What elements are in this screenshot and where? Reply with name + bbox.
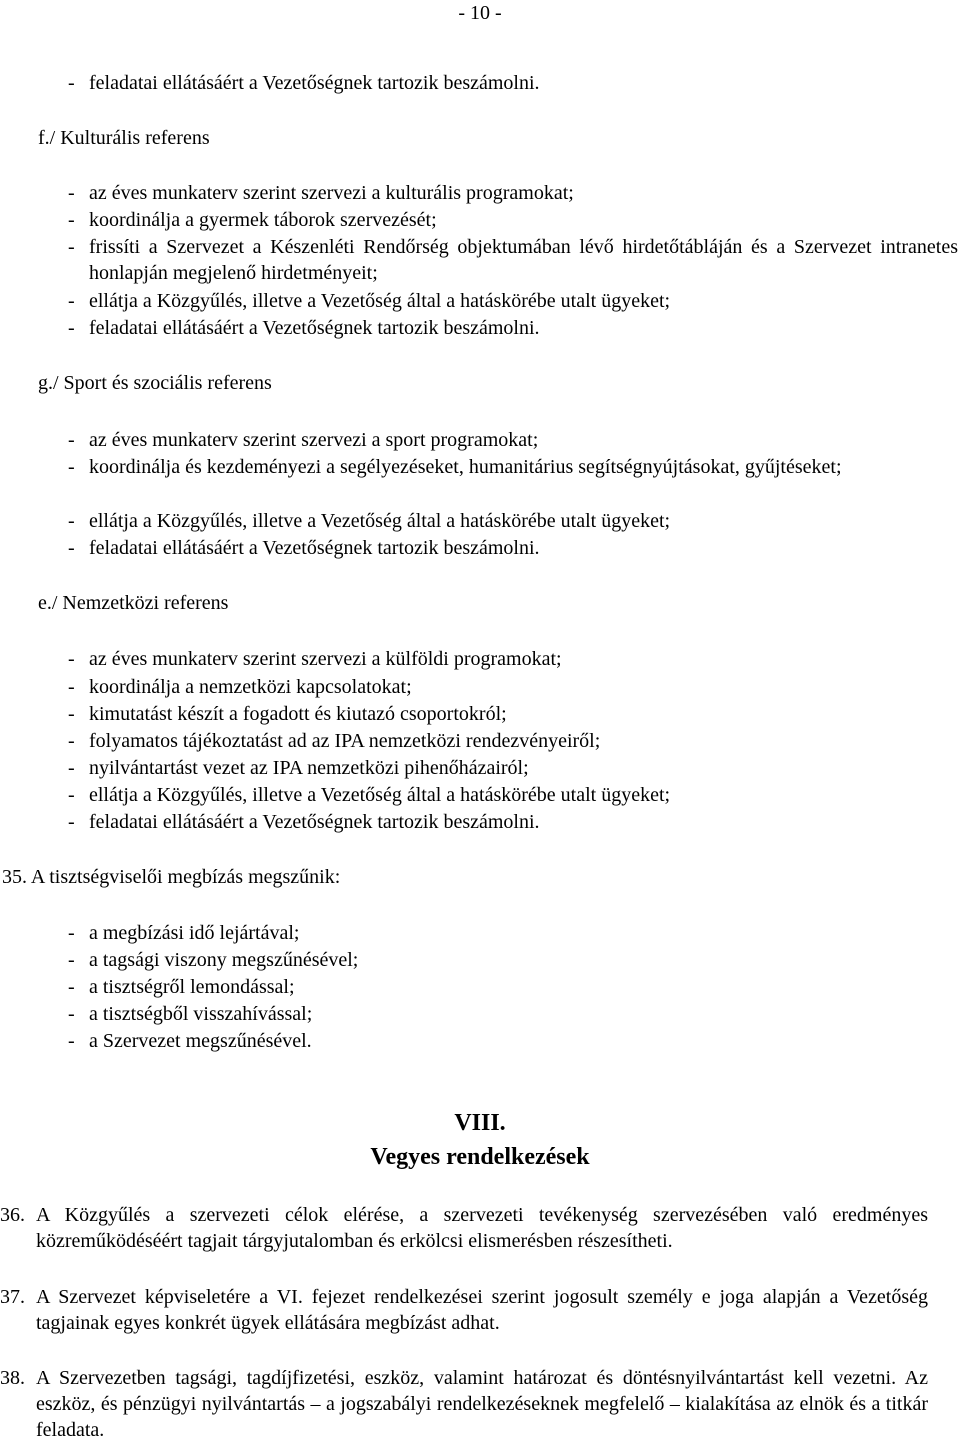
- list-item-text: a tagsági viszony megszűnésével;: [89, 949, 359, 971]
- list-item: [68, 782, 958, 808]
- list-item-text: a tisztségről lemondással;: [89, 976, 295, 998]
- list-item-text: ellátja a Közgyűlés, illetve a Vezetőség által a hatáskörébe utalt ügyeket;: [89, 510, 671, 532]
- list-item: [68, 674, 958, 700]
- list-item-text: a megbízási idő lejártával;: [89, 922, 300, 944]
- list-dash: -: [68, 1030, 75, 1052]
- list-dash: -: [68, 429, 75, 451]
- chapter-number: VIII.: [454, 1110, 506, 1136]
- list-item-text: frissíti a Szervezet a Készenléti Rendőrség objektumában lévő hirdetőtábláján és a Szervezet intranetes honlapján megjelenő hirdetményeit;: [89, 236, 958, 284]
- list-item-text: feladatai ellátásáért a Vezetőségnek tartozik beszámolni.: [89, 317, 540, 339]
- list-item-text: folyamatos tájékoztatást ad az IPA nemzetközi rendezvényeiről;: [89, 730, 601, 752]
- list-dash: -: [68, 209, 75, 231]
- list-item-text: koordinálja és kezdeményezi a segélyezéseket, humanitárius segítségnyújtásokat, gyűjtéseket;: [89, 456, 842, 478]
- list-item: [68, 920, 958, 946]
- list-item-text: az éves munkaterv szerint szervezi a kulturális programokat;: [89, 182, 574, 204]
- list-item-text: az éves munkaterv szerint szervezi a sport programokat;: [89, 429, 539, 451]
- list-item-text: koordinálja a nemzetközi kapcsolatokat;: [89, 676, 412, 698]
- list-dash: -: [68, 182, 75, 204]
- list-item-text: az éves munkaterv szerint szervezi a külföldi programokat;: [89, 648, 562, 670]
- paragraph-number: 37.: [0, 1286, 25, 1308]
- list-dash: -: [68, 811, 75, 833]
- list-dash: -: [68, 922, 75, 944]
- list-dash: -: [68, 757, 75, 779]
- list-dash: -: [68, 537, 75, 559]
- list-item: [68, 207, 958, 233]
- paragraph-37: [0, 1284, 928, 1336]
- list-item: [68, 755, 958, 781]
- page-number: - 10 -: [458, 2, 502, 24]
- list-item-text: ellátja a Közgyűlés, illetve a Vezetőség által a hatáskörébe utalt ügyeket;: [89, 290, 671, 312]
- list-item-text: a Szervezet megszűnésével.: [89, 1030, 312, 1052]
- list-dash: -: [68, 317, 75, 339]
- list-item-text: feladatai ellátásáért a Vezetőségnek tartozik beszámolni.: [89, 537, 540, 559]
- list-item-text: nyilvántartást vezet az IPA nemzetközi pihenőházairól;: [89, 757, 529, 779]
- list-item: [68, 535, 958, 561]
- list-dash: -: [68, 676, 75, 698]
- paragraph-number: 36.: [0, 1204, 25, 1226]
- list-item: [68, 427, 958, 453]
- list-item: [68, 70, 958, 96]
- list-item: [68, 288, 958, 314]
- list-dash: -: [68, 784, 75, 806]
- paragraph-number: 38.: [0, 1367, 25, 1389]
- list-item: [68, 1028, 958, 1054]
- list-item: [68, 728, 958, 754]
- list-dash: -: [68, 72, 75, 94]
- list-item-text: ellátja a Közgyűlés, illetve a Vezetőség által a hatáskörébe utalt ügyeket;: [89, 784, 671, 806]
- list-dash: -: [68, 949, 75, 971]
- list-dash: -: [68, 236, 75, 258]
- paragraph-35-title: 35. A tisztségviselői megbízás megszűnik:: [2, 866, 341, 888]
- list-dash: -: [68, 730, 75, 752]
- list-item: [68, 646, 958, 672]
- paragraph-text: A Szervezetben tagsági, tagdíjfizetési, eszköz, valamint határozat és döntésnyilvántartást kell vezetni. Az eszköz, és pénzügyi nyilvántartás – a jogszabályi rendelkezéseknek megfelelő – kialakítása az elnök és a titkár feladata.: [36, 1367, 928, 1441]
- section-heading-e: e./ Nemzetközi referens: [38, 592, 229, 614]
- paragraph-text: A Közgyűlés a szervezeti célok elérése, a szervezeti tevékenység szervezésében való eredményes közreműködéséért tagjait tárgyjutalomban és erkölcsi elismerésben részesítheti.: [36, 1204, 928, 1252]
- paragraph-text: A Szervezet képviseletére a VI. fejezet rendelkezései szerint jogosult személy e joga alapján a Vezetőség tagjainak egyes konkrét ügyek ellátására megbízást adhat.: [36, 1286, 928, 1334]
- list-dash: -: [68, 456, 75, 478]
- paragraph-36: [0, 1202, 928, 1254]
- list-item: [68, 315, 958, 341]
- list-item: [68, 1001, 958, 1027]
- list-item: [68, 454, 958, 480]
- list-item-text: koordinálja a gyermek táborok szervezését;: [89, 209, 437, 231]
- section-heading-g: g./ Sport és szociális referens: [38, 372, 272, 394]
- list-item: [68, 947, 958, 973]
- list-dash: -: [68, 510, 75, 532]
- paragraph-38: [0, 1365, 928, 1443]
- list-dash: -: [68, 1003, 75, 1025]
- list-item-text: feladatai ellátásáért a Vezetőségnek tartozik beszámolni.: [89, 72, 540, 94]
- list-item-text: a tisztségből visszahívással;: [89, 1003, 313, 1025]
- list-dash: -: [68, 290, 75, 312]
- list-item: [68, 234, 958, 286]
- list-item: [68, 809, 958, 835]
- list-dash: -: [68, 703, 75, 725]
- list-item: [68, 508, 958, 534]
- chapter-title: Vegyes rendelkezések: [370, 1144, 590, 1170]
- list-item: [68, 180, 958, 206]
- list-item: [68, 701, 958, 727]
- list-dash: -: [68, 648, 75, 670]
- list-dash: -: [68, 976, 75, 998]
- list-item-text: kimutatást készít a fogadott és kiutazó csoportokról;: [89, 703, 507, 725]
- list-item-text: feladatai ellátásáért a Vezetőségnek tartozik beszámolni.: [89, 811, 540, 833]
- list-item: [68, 974, 958, 1000]
- section-heading-f: f./ Kulturális referens: [38, 127, 210, 149]
